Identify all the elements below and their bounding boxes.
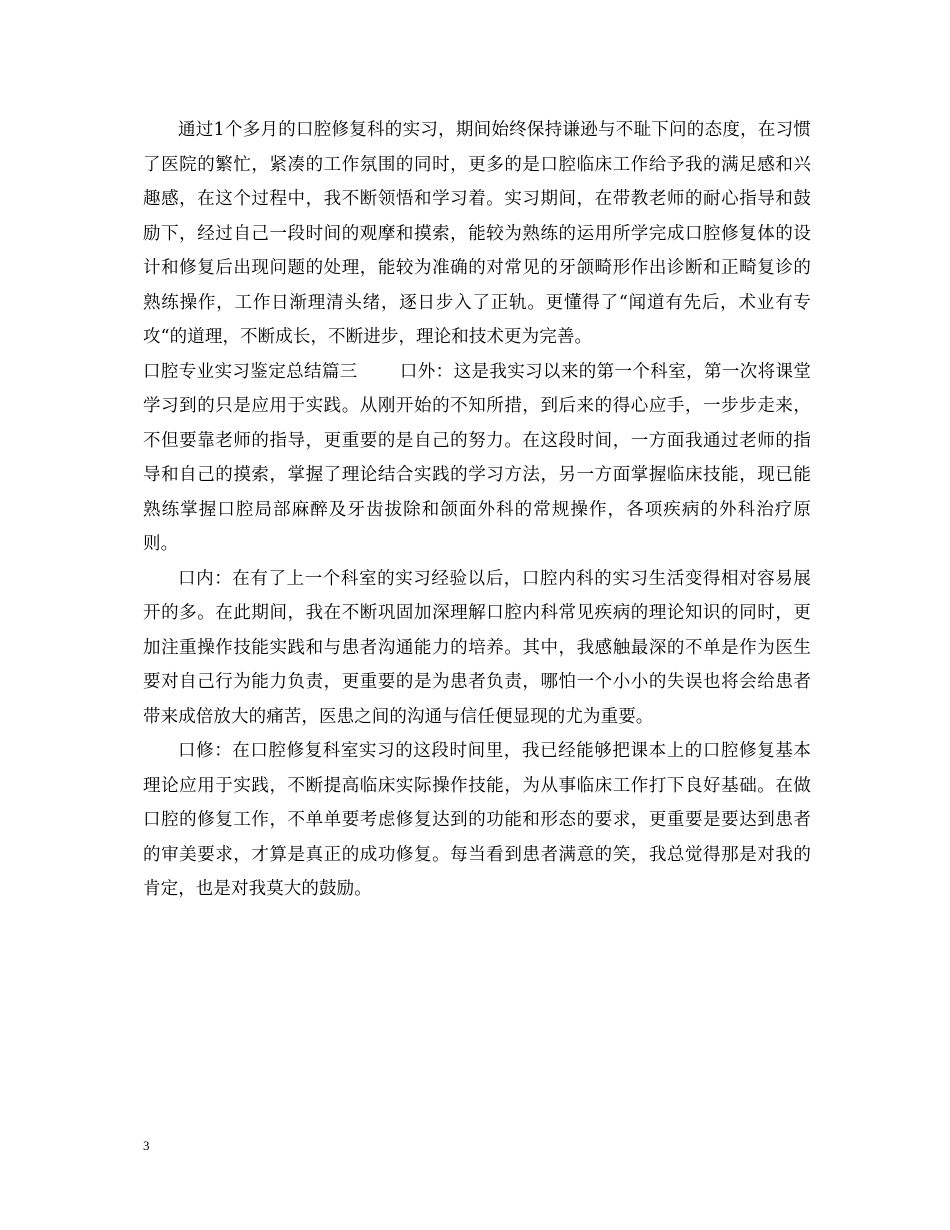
paragraph-prosthodontics: 口修：在口腔修复科室实习的这段时间里，我已经能够把课本上的口腔修复基本理论应用于实践，不断提高临床实际操作技能，为从事临床工作打下良好基础。在做口腔的修复工作，不单单要考虑修复达到的功能和形态的要求，更重要是要达到患者的审美要求，才算是真正的成功修复。每当看到患者满意的笑，我总觉得那是对我的肯定，也是对我莫大的鼓励。 (143, 741, 811, 899)
paragraph-internship-summary: 通过1个多月的口腔修复科的实习，期间始终保持谦逊与不耻下问的态度，在习惯了医院的繁忙，紧凑的工作氛围的同时，更多的是口腔临床工作给予我的满足感和兴趣感，在这个过程中，我不断领悟和学习着。实习期间，在带教老师的耐心指导和鼓励下，经过自己一段时间的观摩和摸索，能较为熟练的运用所学完成口腔修复体的设计和修复后出现问题的处理，能较为准确的对常见的牙颌畸形作出诊断和正畸复诊的熟练操作，工作日渐理清头绪，逐日步入了正轨。更懂得了“闻道有先后，术业有专攻“的道理，不断成长，不断进步，理论和技术更为完善。 (143, 120, 811, 347)
document-body (143, 113, 811, 907)
section-title: 口腔专业实习鉴定总结篇三 (143, 361, 358, 382)
page-number: 3 (143, 1138, 150, 1153)
paragraph-oral-surgery (143, 355, 811, 562)
oral-surgery-text: 口外：这是我实习以来的第一个科室，第一次将课堂学习到的只是应用于实践。从刚开始的不知所措，到后来的得心应手，一步步走来，不但要靠老师的指导，更重要的是自己的努力。在这段时间，一方面我通过老师的指导和自己的摸索，掌握了理论结合实践的学习方法，另一方面掌握临床技能，现已能熟练掌握口腔局部麻醉及牙齿拔除和颌面外科的常规操作，各项疾病的外科治疗原则。 (143, 361, 811, 554)
paragraph-oral-medicine: 口内：在有了上一个科室的实习经验以后，口腔内科的实习生活变得相对容易展开的多。在此期间，我在不断巩固加深理解口腔内科常见疾病的理论知识的同时，更加注重操作技能实践和与患者沟通能力的培养。其中，我感触最深的不单是作为医生要对自己行为能力负责，更重要的是为患者负责，哪怕一个小小的失误也将会给患者带来成倍放大的痛苦，医患之间的沟通与信任便显现的尤为重要。 (143, 568, 811, 727)
